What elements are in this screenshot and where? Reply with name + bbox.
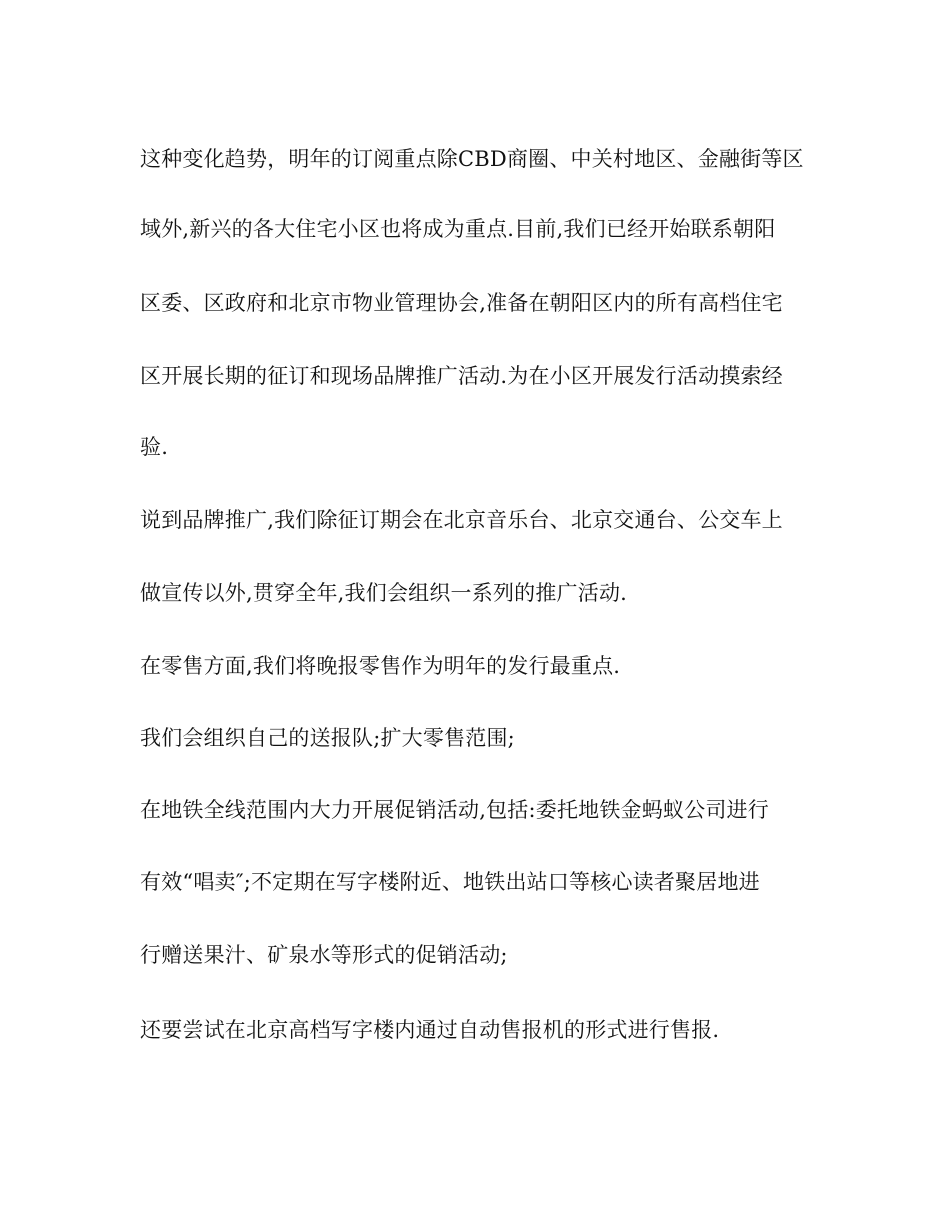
text-line-2: 域外,新兴的各大住宅小区也将成为重点.目前,我们已经开始联系朝阳 — [140, 217, 776, 241]
text-line-10: 在地铁全线范围内大力开展促销活动,包括:委托地铁金蚂蚁公司进行 — [140, 798, 769, 822]
text-line-6: 说到品牌推广,我们除征订期会在北京音乐台、北京交通台、公交车上 — [140, 508, 783, 532]
text-line-5: 验. — [140, 435, 169, 459]
text-line-12: 行赠送果汁、矿泉水等形式的促销活动; — [140, 943, 508, 967]
text-line-4: 区开展长期的征订和现场品牌推广活动.为在小区开展发行活动摸索经 — [140, 364, 783, 388]
text-line-3: 区委、区政府和北京市物业管理协会,准备在朝阳区内的所有高档住宅 — [140, 291, 783, 315]
text-line-9: 我们会组织自己的送报队;扩大零售范围; — [140, 726, 515, 750]
text-line-11: 有效“唱卖″;不定期在写字楼附近、地铁出站口等核心读者聚居地进 — [140, 870, 760, 894]
text-line-1: 这种变化趋势，明年的订阅重点除CBD商圈、中关村地区、金融街等区 — [140, 147, 804, 171]
text-line-7: 做宣传以外,贯穿全年,我们会组织一系列的推广活动. — [140, 581, 628, 605]
text-line-8: 在零售方面,我们将晚报零售作为明年的发行最重点. — [140, 654, 621, 678]
text-line-13: 还要尝试在北京高档写字楼内通过自动售报机的形式进行售报. — [140, 1018, 720, 1042]
